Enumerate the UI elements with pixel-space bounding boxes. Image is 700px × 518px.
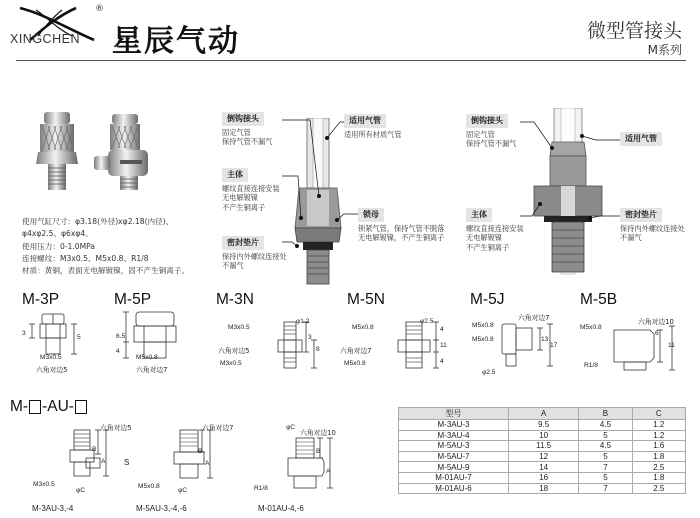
table-cell: M-01AU-7 — [399, 472, 509, 483]
callout-text: 螺纹直接连接安装 — [222, 183, 280, 193]
callout-title: 主体 — [222, 168, 248, 182]
table-cell: 1.8 — [632, 472, 685, 483]
dia-label: φC — [76, 487, 86, 494]
model-title-m5j: M-5J — [470, 291, 505, 308]
dim-label: A — [101, 458, 106, 465]
table-cell: 2.5 — [632, 483, 685, 494]
dim-label: 4 — [440, 358, 444, 365]
spec-line: 使用气缸尺寸：φ3.18(外径)xφ2.18(内径)、 — [22, 217, 174, 226]
au-title-prefix: M- — [10, 398, 29, 415]
thread-label: M3x0.5 — [228, 324, 250, 331]
table-cell: 4.5 — [579, 420, 632, 431]
callout-gasket-2 — [620, 208, 685, 243]
brand-chinese: 星辰气动 — [112, 24, 240, 59]
dim-label: 4 — [116, 348, 120, 355]
table-header: C — [632, 408, 685, 420]
table-header: 型号 — [399, 408, 509, 420]
spec-line: 连接螺纹：M3x0.5、M5x0.8、R1/8 — [22, 253, 149, 263]
au-title-mid: -AU- — [42, 398, 74, 415]
dimension-table — [398, 407, 686, 494]
dia-label: φ2.5 — [420, 318, 434, 325]
table-cell: M-3AU-3 — [399, 420, 509, 431]
thread-label: M5x0.8 — [138, 483, 160, 490]
callout-text: 保持气管不漏气 — [222, 137, 273, 147]
thread-label: M5x0.8 — [136, 354, 158, 361]
callout-text: 保持内外螺纹连接处 — [620, 223, 685, 233]
table-cell: 2.5 — [632, 462, 685, 473]
callout-text: 锁紧气管，保持气管不脱落 — [358, 223, 445, 233]
thread-label: M5x0.8 — [472, 336, 494, 343]
table-row — [399, 472, 686, 483]
au-section-title — [10, 398, 87, 416]
drawing-m5au — [168, 426, 224, 498]
spec-line: 使用压力：0-1.0MPa — [22, 241, 96, 251]
callout-body-2 — [466, 208, 524, 252]
hex-label: 六角对边5 — [100, 424, 132, 432]
dim-label: B — [198, 448, 203, 455]
table-cell: 16 — [509, 472, 579, 483]
callout-title: 锁母 — [358, 208, 384, 222]
table-row — [399, 430, 686, 441]
model-title-m5p: M-5P — [114, 291, 152, 308]
table-header-row — [399, 408, 686, 420]
dim-label: B — [316, 448, 321, 455]
dim-label: A — [205, 460, 210, 467]
spec-line: φ4xφ2.5、φ6xφ4。 — [22, 229, 93, 239]
dim-label: 11 — [668, 342, 675, 349]
callout-tube-2 — [620, 132, 662, 148]
callout-title: 密封垫片 — [620, 208, 662, 222]
drawing-m3au — [60, 426, 116, 498]
table-row — [399, 483, 686, 494]
callout-title: 倒钩接头 — [466, 114, 508, 128]
table-header: A — [509, 408, 579, 420]
hex-label: 六角对边7 — [518, 314, 550, 322]
thread-label: M3x0.5 — [33, 481, 55, 488]
dia-label: φ1.2 — [296, 318, 310, 325]
dim-label: B — [92, 446, 97, 453]
hex-label: 六角对边7 — [136, 366, 168, 374]
hex-label: 六角对边5 — [218, 347, 250, 355]
callout-text: 无电解镀镍 — [222, 193, 258, 203]
drawing-m01au — [282, 432, 342, 498]
callout-text: 不产生铜离子 — [222, 202, 266, 212]
callout-text: 不漏气 — [620, 233, 642, 243]
blank-box-icon — [29, 400, 41, 414]
table-cell: M-01AU-6 — [399, 483, 509, 494]
table-cell: 9.5 — [509, 420, 579, 431]
dim-label: 17 — [550, 342, 558, 349]
callout-title: 主体 — [466, 208, 492, 222]
table-cell: 7 — [579, 462, 632, 473]
table-cell: 4.5 — [579, 441, 632, 452]
dia-label: φC — [286, 424, 296, 431]
hex-label: 六角对边7 — [340, 347, 372, 355]
table-cell: 14 — [509, 462, 579, 473]
thread-label: M5x0.8 — [352, 324, 374, 331]
dim-label: 11 — [440, 342, 447, 349]
table-cell: 1.8 — [632, 451, 685, 462]
table-cell: 18 — [509, 483, 579, 494]
thread-label: R1/8 — [254, 485, 268, 492]
table-cell: 10 — [509, 430, 579, 441]
drawing-m3n — [270, 318, 320, 374]
table-cell: 5 — [579, 451, 632, 462]
blank-box-icon — [75, 400, 87, 414]
thread-label: M3x0.5 — [220, 360, 242, 367]
table-cell: M-3AU-4 — [399, 430, 509, 441]
brand-english: XINGCHEN — [10, 32, 80, 46]
table-cell: 7 — [579, 483, 632, 494]
dim-label: 13 — [541, 336, 549, 343]
table-header: B — [579, 408, 632, 420]
table-cell: 1.6 — [632, 441, 685, 452]
callout-text: 不漏气 — [222, 261, 244, 271]
dim-label: 4 — [440, 326, 444, 333]
series-label: M系列 — [647, 43, 682, 57]
callout-title: 倒钩接头 — [222, 112, 264, 126]
hex-label: 六角对边10 — [300, 429, 336, 437]
dia-label: φC — [178, 487, 188, 494]
callout-text: 适用所有材质气管 — [344, 129, 402, 139]
callout-text: 固定气管 — [466, 129, 495, 139]
callout-text: 螺纹直接连接安装 — [466, 223, 524, 233]
model-title-m5n: M-5N — [347, 291, 385, 308]
dim-label: 5 — [77, 334, 81, 341]
spec-line: 材质：黄铜，表面无电解镀镍，固不产生铜离子。 — [22, 266, 190, 276]
callout-text: 保持气管不漏气 — [466, 139, 517, 149]
table-row — [399, 462, 686, 473]
dia-label: φ2.5 — [482, 369, 496, 376]
hex-label: 六角对边7 — [202, 424, 234, 432]
callout-barb-2 — [466, 114, 516, 149]
table-cell: 1.2 — [632, 430, 685, 441]
table-row — [399, 451, 686, 462]
callout-text: 不产生铜离子 — [466, 242, 510, 252]
model-title-m5b: M-5B — [580, 291, 618, 308]
callout-title: 适用气管 — [344, 114, 386, 128]
thread-label: M5x0.8 — [580, 324, 602, 331]
caption: M-01AU-4,-6 — [258, 504, 304, 513]
table-cell: 5 — [579, 430, 632, 441]
dim-label: 6 — [655, 330, 659, 337]
thread-label: R1/8 — [584, 362, 598, 369]
table-cell: 12 — [509, 451, 579, 462]
table-cell: 1.2 — [632, 420, 685, 431]
callout-text: 无电解镀镍，不产生铜离子 — [358, 233, 445, 243]
dim-label: 3 — [308, 334, 312, 341]
dim-label: A — [326, 468, 331, 475]
registered-mark: ® — [95, 4, 104, 14]
table-cell: 11.5 — [509, 441, 579, 452]
thread-label: M5x0.8 — [344, 360, 366, 367]
thread-label: M3x0.5 — [40, 354, 62, 361]
model-title-m3n: M-3N — [216, 291, 254, 308]
dim-label: 6.5 — [116, 333, 126, 340]
hex-label: 六角对边10 — [638, 318, 674, 326]
table-cell: M-5AU-7 — [399, 451, 509, 462]
callout-text: 固定气管 — [222, 127, 251, 137]
page-title: 微型管接头 — [586, 20, 682, 42]
callout-title: 适用气管 — [620, 132, 662, 146]
model-title-m3p: M-3P — [22, 291, 60, 308]
table-cell: M-5AU-9 — [399, 462, 509, 473]
dim-label: 8 — [316, 346, 320, 353]
table-cell: M-5AU-3 — [399, 441, 509, 452]
callout-title: 密封垫片 — [222, 236, 264, 250]
thread-label: M5x0.8 — [472, 322, 494, 329]
caption: M-3AU-3,-4 — [32, 504, 74, 513]
callout-text: 无电解镀镍 — [466, 233, 502, 243]
s-label: S — [124, 458, 130, 467]
callout-text: 保持内外螺纹连接处 — [222, 251, 287, 261]
caption: M-5AU-3,-4,-6 — [136, 504, 187, 513]
hex-label: 六角对边5 — [36, 366, 68, 374]
table-row — [399, 420, 686, 431]
table-cell: 5 — [579, 472, 632, 483]
table-row — [399, 441, 686, 452]
dim-label: 3 — [22, 330, 26, 337]
